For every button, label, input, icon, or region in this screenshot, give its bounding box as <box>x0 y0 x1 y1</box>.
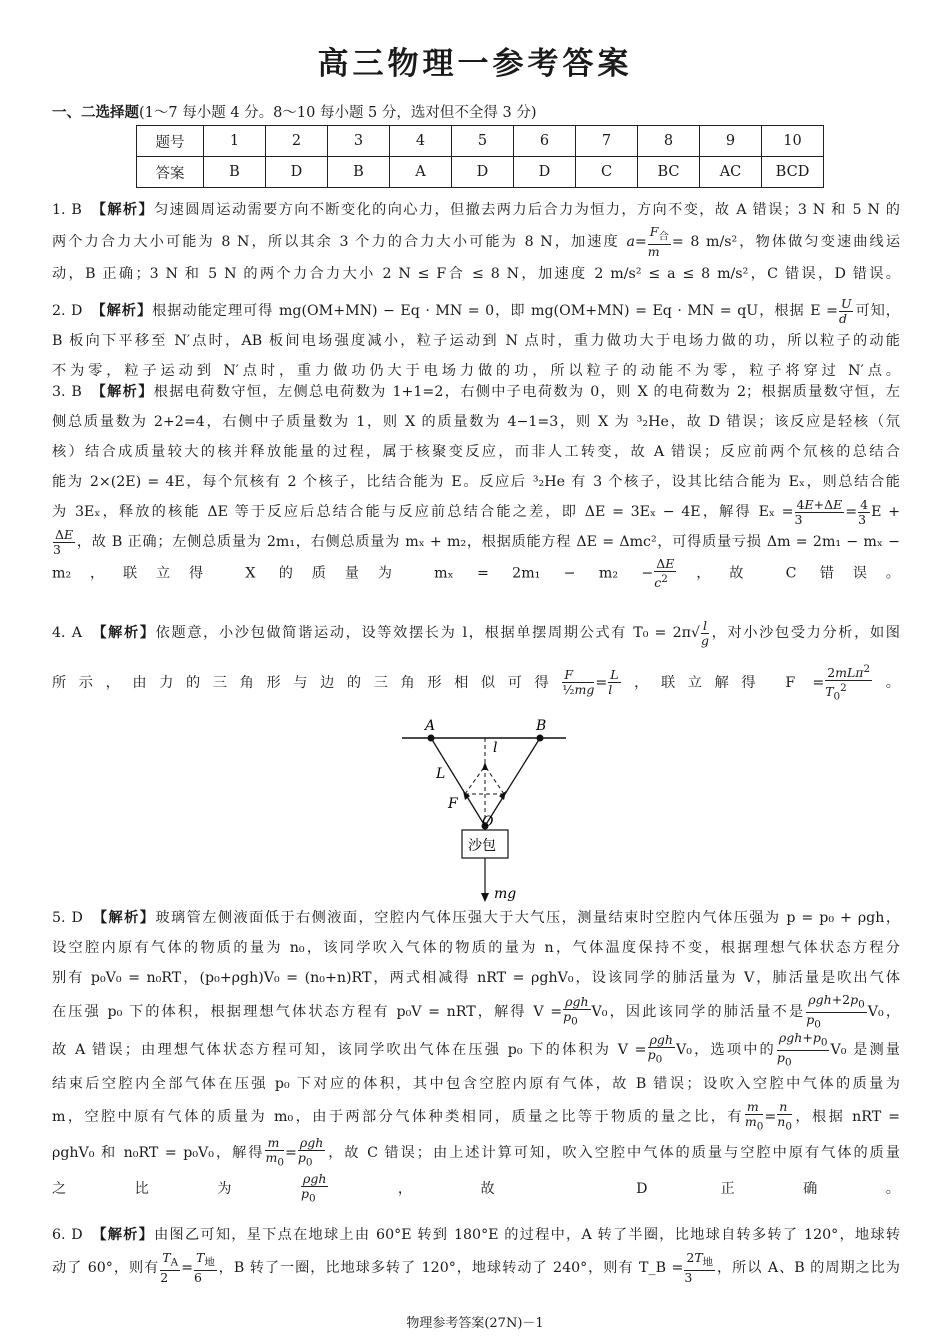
table-cell: 4 <box>390 126 452 157</box>
label-b: B <box>536 718 547 734</box>
fraction: $\frac{\text{ρgh}}{p_0}$ <box>647 1032 673 1066</box>
fraction: $\frac{T_地}{6}$ <box>193 1250 215 1285</box>
analysis-tag: 【解析】 <box>99 1227 155 1243</box>
label-mg: mg <box>494 886 517 902</box>
text-span: B 板向下平移至 N′点时，AB 板间电场强度减小，粒子运动到 N 点时，重力做功大于电场力做的功，所以粒子的动能 <box>52 333 900 349</box>
text-span: 故 A 错误；由理想气体状态方程可知，该同学吹出气体在压强 p₀ 下的体积为 V = <box>52 1042 647 1058</box>
table-cell: 5 <box>452 126 514 157</box>
text-line <box>52 527 900 557</box>
gravity-arrow-head <box>481 893 489 902</box>
text-span: V₀，选项中的 <box>675 1042 776 1058</box>
text-line <box>52 993 900 1031</box>
table-cell: 1 <box>204 126 266 157</box>
table-cell: 10 <box>762 126 824 157</box>
question-number: 6. D <box>52 1227 83 1243</box>
arrow-head-top <box>482 762 488 770</box>
question-number: 2. D <box>52 303 83 319</box>
text-span: ，所以 A、B 的周期之比为 <box>716 1260 900 1276</box>
text-line <box>52 259 900 289</box>
text-line: 所示，由力的三角形与边的三角形相似可得 $\frac{F}{\text{½mg}}$ = $\frac{L}{l}$ ，联立解得 F = $\frac{2mL\pi^2}{T_0^2}$ 。 <box>52 663 900 703</box>
label-big-l: L <box>436 766 446 782</box>
text-span: ，根据 nRT = <box>792 1109 900 1125</box>
section-heading <box>52 101 537 122</box>
text-span: 可知， <box>854 303 900 319</box>
text-span: m₂，联立得 X 的质量为 mₓ = 2m₁ − m₂ − <box>52 565 654 582</box>
string-left <box>431 738 485 826</box>
table-header-cell: 答案 <box>137 157 204 188</box>
text-span: ，B 转了一圈，比地球多转了 120°，地球转动了 240°，则有 T_B = <box>217 1260 684 1276</box>
text-line <box>52 437 900 467</box>
question-number: 5. D <box>52 910 83 926</box>
sandbag-label: 沙包 <box>468 838 496 854</box>
text-span: 能为 2×(2E) = 4E，每个氘核有 2 个核子，比结合能为 E。反应后 ³₂He 有 3 个核子，设其比结合能为 Eₓ，则总结合能 <box>52 474 900 490</box>
table-cell: 3 <box>328 126 390 157</box>
text-line <box>52 1171 900 1207</box>
text-span: ，故 D 正确。 <box>329 1181 900 1197</box>
text-span: 玻璃管左侧液面低于右侧液面，空腔内气体压强大于大气压，测量结束时空腔内气体压强为 p = p₀ + ρgh， <box>155 910 900 926</box>
table-cell: 9 <box>700 126 762 157</box>
table-cell: D <box>514 157 576 188</box>
answer-table <box>136 125 824 188</box>
table-cell: 2 <box>266 126 328 157</box>
text-line: m，空腔中原有气体的质量为 m₀，由于两部分气体种类相同，质量之比等于物质的量之比，有 $\frac{m}{m_0}$ = $\frac{n}{n_0}$ ，根据 nRT = <box>52 1099 900 1133</box>
table-cell: C <box>576 157 638 188</box>
text-span: V₀，因此该同学的肺活量不是 <box>591 1004 806 1020</box>
text-span: 两个力合力大小可能为 8 N，所以其余 3 个力的合力大小可能为 8 N，加速度 <box>52 233 620 250</box>
text-span: 结束后空腔内全部气体在压强 p₀ 下对应的体积，其中包含空腔内原有气体，故 B 错误；设吹入空腔中气体的质量为 <box>52 1076 900 1092</box>
fraction: $\frac{F_合}{m}$ <box>647 225 669 259</box>
text-span: 动了 60°，则有 <box>52 1260 160 1276</box>
fraction: $\frac{\text{ρgh}}{p_0}$ <box>563 994 589 1028</box>
text-span: 。 <box>873 674 900 691</box>
text-span: V₀， <box>867 1004 900 1020</box>
fraction: $\frac{\text{ρgh}}{p_0}$ <box>297 1135 324 1169</box>
text-span: 侧总质量数为 2+2=4，右侧中子质量数为 1，则 X 的质量数为 4−1=3，则 X 为 ³₂He，故 D 错误；该反应是轻核（氘 <box>52 414 900 430</box>
text-span: 由图乙可知，星下点在地球上由 60°E 转到 180°E 的过程中，A 转了半圈，比地球自转多转了 120°，地球转 <box>154 1227 900 1243</box>
solution-3 <box>52 377 900 590</box>
text-line <box>52 195 900 225</box>
fraction: $\frac{\Delta E}{c^2}$ <box>654 557 675 591</box>
text-span: m，空腔中原有气体的质量为 m₀，由于两部分气体种类相同，质量之比等于物质的量之比，有 <box>52 1109 744 1125</box>
analysis-tag: 【解析】 <box>99 625 156 641</box>
text-span: ，故 C 错误。 <box>677 565 900 582</box>
pendulum-figure <box>398 716 578 904</box>
text-span: 所示，由力的三角形与边的三角形相似可得 <box>52 674 562 691</box>
fraction: $\frac{\text{ρgh}}{p_0}$ <box>300 1171 327 1205</box>
analysis-tag: 【解析】 <box>99 910 156 926</box>
text-span: V₀ 是测量 <box>830 1042 900 1058</box>
dashed-right <box>485 766 504 794</box>
fraction: $\frac{2mL\pi^2}{T_0^2}$ <box>825 663 871 703</box>
text-span: 动，B 正确；3 N 和 5 N 的两个力合力大小 2 N ≤ F合 ≤ 8 N，加速度 2 m/s² ≤ a ≤ 8 m/s²，C 错误，D 错误。 <box>52 265 900 282</box>
fraction: $\frac{4}{3}$ <box>858 497 869 527</box>
table-cell: AC <box>700 157 762 188</box>
text-line <box>52 1220 900 1250</box>
text-line <box>52 903 900 933</box>
text-line <box>52 326 900 356</box>
fraction: $\frac{U}{d}$ <box>838 296 852 326</box>
text-span: 为 3Eₓ，释放的核能 ΔE 等于反应后总结合能与反应前总结合能之差，即 ΔE = 3Eₓ − 4E，解得 Eₓ = <box>52 504 794 520</box>
fraction: $\frac{L}{l}$ <box>608 667 619 698</box>
section-note: (1～7 每小题 4 分。8～10 每小题 5 分，选对但不全得 3 分) <box>139 105 537 121</box>
text-span: ，故 B 正确；左侧总质量为 2m₁，右侧总质量为 mₓ + m₂，根据质能方程 ΔE = Δmc²，可得质量亏损 Δm = 2m₁ − mₓ − <box>76 534 900 550</box>
question-number: 3. B <box>52 384 82 400</box>
dashed-left <box>465 766 485 794</box>
solution-1 <box>52 195 900 289</box>
text-line <box>52 407 900 437</box>
text-line <box>52 1031 900 1069</box>
fraction: $\frac{m}{m_0}$ <box>744 1099 764 1133</box>
table-cell: 7 <box>576 126 638 157</box>
table-cell: BC <box>638 157 700 188</box>
fraction: $\frac{m}{m_0}$ <box>265 1135 284 1169</box>
text-span: 不为零，粒子运动到 N′点时，重力做功仍大于电场力做的功，所以粒子的动能不为零，粒子将穿过 N′点。 <box>52 363 900 379</box>
text-span: ，故 C 错误；由上述计算可知，吹入空腔中气体的质量与空腔中原有气体的质量 <box>326 1145 900 1161</box>
text-span: 设空腔内原有气体的物质的量为 n₀，该同学吹入气体的物质的量为 n，气体温度保持不变，根据理想气体状态方程分 <box>52 940 900 956</box>
table-row-answers <box>137 157 824 188</box>
fraction: $\frac{T_A}{2}$ <box>160 1250 179 1285</box>
text-line: 4. A 【解析】依题意，小沙包做简谐运动，设等效摆长为 l，根据单摆周期公式有 T₀ = 2π√ $\frac{l}{g}$ ，对小沙包受力分析，如图 <box>52 618 900 648</box>
question-number: 1. B <box>52 202 82 218</box>
analysis-tag: 【解析】 <box>98 384 154 400</box>
page-footer: 物理参考答案(27N)－1 <box>406 1316 544 1331</box>
analysis-tag: 【解析】 <box>98 202 155 218</box>
text-span: 依题意，小沙包做简谐运动，设等效摆长为 l，根据单摆周期公式有 T₀ = 2π <box>155 625 691 641</box>
table-cell: D <box>266 157 328 188</box>
table-cell: 6 <box>514 126 576 157</box>
table-cell: B <box>328 157 390 188</box>
text-line <box>52 377 900 407</box>
text-line: ρghV₀ 和 n₀RT = p₀V₀，解得 $\frac{m}{m_0}$ = $\frac{\text{ρgh}}{p_0}$ ，故 C 错误；由上述计算可知，吹入空腔中气体的质量与空腔中原有气体的质量 <box>52 1135 900 1169</box>
fraction: $\frac{F}{\text{½mg}}$ <box>562 667 595 698</box>
solution-6 <box>52 1220 900 1286</box>
fraction: $\frac{n}{n_0}$ <box>777 1099 792 1133</box>
label-o: O <box>482 814 494 830</box>
fraction: $\frac{4E+\Delta E}{3}$ <box>794 497 843 527</box>
text-span: 根据电荷数守恒，左侧总电荷数为 1+1=2，右侧中子电荷数为 0，则 X 的电荷数为 2；根据质量数守恒，左 <box>153 384 900 400</box>
solution-2 <box>52 296 900 386</box>
table-cell: A <box>390 157 452 188</box>
fraction: $\frac{2T_地}{3}$ <box>684 1250 714 1285</box>
text-line: 两个力合力大小可能为 8 N，所以其余 3 个力的合力大小可能为 8 N，加速度 a= $\frac{F_合}{m}$ = 8 m/s²，物体做匀变速曲线运 <box>52 225 900 259</box>
label-l: l <box>493 740 498 756</box>
text-line: 为 3Eₓ，释放的核能 ΔE 等于反应后总结合能与反应前总结合能之差，即 ΔE = 3Eₓ − 4E，解得 Eₓ = $\frac{4E+\Delta E}{3}$ = $\frac{4}{3}$ E + <box>52 497 900 527</box>
text-line <box>52 933 900 963</box>
fraction: $\frac{\rho gh+2p_0}{p_0}$ <box>806 993 865 1030</box>
question-number: 4. A <box>52 625 82 641</box>
text-line <box>52 467 900 497</box>
text-span: 在压强 p₀ 下的体积，根据理想气体状态方程有 p₀V = nRT，解得 V = <box>52 1004 563 1020</box>
table-cell: D <box>452 157 514 188</box>
text-line <box>52 1069 900 1099</box>
text-span: ，对小沙包受力分析，如图 <box>710 625 900 641</box>
text-line <box>52 557 900 590</box>
text-span: E + <box>871 504 900 520</box>
text-line: 动了 60°，则有 $\frac{T_A}{2}$ = $\frac{T_地}{6}$ ，B 转了一圈，比地球多转了 120°，地球转动了 240°，则有 T_B = $\frac{2T_地}{3}$ ，所以 A、B 的周期之比为 <box>52 1250 900 1285</box>
text-line <box>52 296 900 326</box>
table-cell: BCD <box>762 157 824 188</box>
text-span: 根据动能定理可得 mg(OM+MN) − Eq · MN = 0，即 mg(OM+MN) = Eq · MN = qU，根据 E = <box>152 303 838 319</box>
table-row-numbers <box>137 126 824 157</box>
page-title: 高三物理一参考答案 <box>317 46 633 82</box>
solution-5 <box>52 903 900 1207</box>
section-label: 一、二选择题 <box>52 105 139 121</box>
text-span: 之比为 <box>52 1181 300 1197</box>
text-span: 别有 p₀V₀ = n₀RT，(p₀+ρgh)V₀ = (n₀+n)RT，两式相减得 nRT = ρghV₀，设该同学的肺活量为 V，肺活量是吹出气体 <box>52 970 900 986</box>
text-span: 匀速圆周运动需要方向不断变化的向心力，但撤去两力后合力为恒力，方向不变，故 A 错误；3 N 和 5 N 的 <box>154 202 900 218</box>
text-span: ，联立解得 F = <box>621 674 825 691</box>
table-cell: B <box>204 157 266 188</box>
solution-4 <box>52 618 900 704</box>
fraction: $\frac{\rho gh+p_0}{p_0}$ <box>776 1031 828 1068</box>
text-span: 核）结合成质量较大的核并释放能量的过程，属于核聚变反应，而非人工转变，故 A 错误；反应前两个氘核的总结合 <box>52 444 900 460</box>
analysis-tag: 【解析】 <box>98 303 153 319</box>
fraction: $\frac{\Delta E}{3}$ <box>53 527 74 557</box>
label-f: F <box>448 796 458 812</box>
table-header-cell: 题号 <box>137 126 204 157</box>
text-line <box>52 963 900 993</box>
label-a: A <box>425 718 436 734</box>
text-span: ρghV₀ 和 n₀RT = p₀V₀，解得 <box>52 1145 265 1161</box>
text-span: = 8 m/s²，物体做匀变速曲线运 <box>671 233 900 250</box>
table-cell: 8 <box>638 126 700 157</box>
fraction: $\frac{l}{g}$ <box>701 618 710 648</box>
